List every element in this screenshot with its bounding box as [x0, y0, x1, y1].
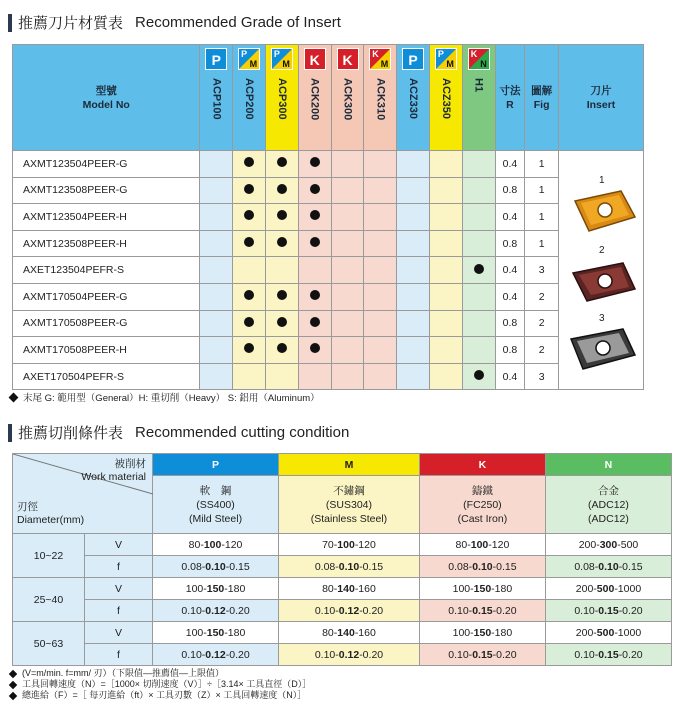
grade-cell [462, 230, 495, 257]
fig-cell: 1 [525, 230, 559, 257]
grade-cell [233, 177, 266, 204]
recommended-dot-icon [310, 157, 320, 167]
grade-name: H1 [472, 78, 485, 93]
material-grade: (FC250) [463, 498, 502, 511]
fig-cell: 2 [525, 310, 559, 337]
condition-value: 200-500-1000 [545, 578, 671, 600]
material-zh: 不鏽鋼 [333, 484, 365, 497]
recommended-dot-icon [310, 210, 320, 220]
recommended-dot-icon [474, 370, 484, 380]
material-grade: (SUS304) [325, 498, 373, 511]
table-row [13, 310, 644, 337]
grade-cell [331, 177, 364, 204]
model-cell: AXMT123504PEER-H [13, 204, 200, 231]
r-cell: 0.8 [495, 230, 525, 257]
insert-image-2 [569, 257, 639, 305]
recommended-dot-icon [310, 343, 320, 353]
suffix-note [10, 390, 320, 404]
grade-cell [397, 283, 430, 310]
model-cell: AXMT170508PEER-H [13, 337, 200, 364]
r-cell: 0.8 [495, 177, 525, 204]
grade-cell [397, 204, 430, 231]
fig-cell: 3 [525, 363, 559, 390]
grade-header-acp200 [233, 45, 266, 151]
grade-header-acp100 [200, 45, 233, 151]
grade-header-ack200 [298, 45, 331, 151]
grade-cell [397, 177, 430, 204]
r-cell: 0.4 [495, 257, 525, 284]
condition-value: 0.10-0.12-0.20 [279, 644, 420, 666]
grade-header-acp300 [266, 45, 299, 151]
grade-cell [298, 230, 331, 257]
grade-cell [298, 283, 331, 310]
formula-note-text: (V=m/min. f=mm/ 刃）（下限值—推薦值—上限值） [22, 668, 225, 678]
recommended-dot-icon [277, 290, 287, 300]
grade-cell [298, 337, 331, 364]
cutting-table [12, 453, 672, 666]
table-row [13, 337, 644, 364]
grade-cell [298, 177, 331, 204]
param-label: V [85, 578, 153, 600]
fig-cell: 2 [525, 337, 559, 364]
grade-cell [364, 337, 397, 364]
table-row [13, 363, 644, 390]
kn-material-icon: K N [468, 48, 490, 70]
pm-material-icon: P M [271, 48, 293, 70]
grade-cell [233, 283, 266, 310]
grade-cell [200, 310, 233, 337]
condition-value: 0.08-0.10-0.15 [153, 556, 279, 578]
recommended-dot-icon [277, 210, 287, 220]
formula-note-text: 工具回轉速度（N）=［1000× 切削速度（V）］÷［3.14× 工具直徑（D）］ [22, 679, 312, 689]
recommended-dot-icon [277, 317, 287, 327]
condition-value: 200-300-500 [545, 534, 671, 556]
insert-image-3 [567, 325, 637, 373]
fig-header-en: Fig [533, 98, 550, 111]
material-grade: (ADC12) [588, 498, 629, 511]
grade-cell [233, 230, 266, 257]
grade-cell [266, 257, 299, 284]
section1-title [8, 12, 341, 33]
fig-header [525, 45, 559, 151]
grade-cell [364, 151, 397, 178]
grade-cell [266, 310, 299, 337]
grade-cell [430, 151, 463, 178]
formula-notes [10, 668, 311, 701]
condition-value: 0.10-0.12-0.20 [153, 600, 279, 622]
grade-cell [266, 363, 299, 390]
model-cell: AXET123504PEFR-S [13, 257, 200, 284]
grade-cell [266, 177, 299, 204]
section2-title-en: Recommended cutting condition [135, 424, 350, 441]
condition-value: 100-150-180 [419, 578, 545, 600]
grade-cell [397, 257, 430, 284]
grade-cell [331, 257, 364, 284]
material-zh: 鑄鐵 [471, 484, 493, 497]
grade-cell [200, 230, 233, 257]
material-code-m: M [279, 454, 420, 476]
grade-header-ack300 [331, 45, 364, 151]
condition-row [13, 556, 672, 578]
grade-cell [331, 337, 364, 364]
fig-cell: 1 [525, 151, 559, 178]
grade-header-acz350 [430, 45, 463, 151]
grade-cell [200, 283, 233, 310]
grade-cell [200, 177, 233, 204]
condition-value: 0.10-0.15-0.20 [545, 644, 671, 666]
grade-cell [233, 204, 266, 231]
grade-cell [233, 257, 266, 284]
grade-cell [462, 257, 495, 284]
material-en: (Stainless Steel) [310, 512, 388, 525]
model-cell: AXMT123508PEER-H [13, 230, 200, 257]
recommended-dot-icon [310, 290, 320, 300]
r-cell: 0.4 [495, 151, 525, 178]
material-desc [545, 476, 671, 534]
section2-title-zh: 推薦切削條件表 [18, 425, 124, 442]
insert-header-en: Insert [586, 98, 616, 111]
grade-cell [200, 363, 233, 390]
p-material-icon: P [402, 48, 424, 70]
grade-header-acz330 [397, 45, 430, 151]
pm-material-icon: P M [435, 48, 457, 70]
grade-cell [233, 337, 266, 364]
table-row [13, 151, 644, 178]
work-material-zh: 被削材 [114, 458, 146, 470]
grade-cell [331, 230, 364, 257]
grade-cell [364, 230, 397, 257]
param-label: V [85, 622, 153, 644]
grade-cell [200, 151, 233, 178]
model-cell: AXMT170508PEER-G [13, 310, 200, 337]
diameter-range: 25~40 [13, 578, 85, 622]
grade-cell [462, 310, 495, 337]
grade-cell [331, 204, 364, 231]
fig-cell: 3 [525, 257, 559, 284]
model-header-zh: 型號 [95, 84, 117, 97]
grade-cell [266, 204, 299, 231]
condition-value: 80-140-160 [279, 622, 420, 644]
grade-cell [430, 204, 463, 231]
formula-note-text: 總進給（F）=［ 每刃進給（ft）× 工具刃數（Z）× 工具回轉速度（N）］ [22, 690, 307, 700]
grade-name: ACP300 [275, 78, 288, 120]
diameter-label [17, 501, 84, 527]
corner-header [13, 454, 153, 534]
diameter-range: 50~63 [13, 622, 85, 666]
fig-header-zh: 圖解 [531, 84, 553, 97]
grade-cell [200, 257, 233, 284]
grade-cell [331, 310, 364, 337]
grade-cell [397, 337, 430, 364]
condition-row [13, 578, 672, 600]
condition-value: 0.10-0.15-0.20 [419, 600, 545, 622]
recommended-dot-icon [244, 317, 254, 327]
recommended-dot-icon [310, 317, 320, 327]
grade-cell [462, 363, 495, 390]
grade-cell [430, 283, 463, 310]
insert-label: 2 [598, 245, 605, 256]
param-label: f [85, 556, 153, 578]
grade-cell [397, 363, 430, 390]
condition-value: 100-150-180 [153, 622, 279, 644]
condition-value: 0.08-0.10-0.15 [419, 556, 545, 578]
title-bar [8, 424, 12, 442]
diameter-en: Diameter(mm) [17, 514, 85, 526]
material-code-p: P [153, 454, 279, 476]
diamond-bullet-icon [9, 680, 17, 688]
material-desc [419, 476, 545, 534]
recommended-dot-icon [277, 184, 287, 194]
material-zh: 合金 [597, 484, 619, 497]
work-material-en: Work material [81, 471, 146, 483]
recommended-dot-icon [244, 343, 254, 353]
grade-cell [233, 363, 266, 390]
section1-title-en: Recommended Grade of Insert [135, 14, 341, 31]
insert-label: 1 [598, 175, 605, 186]
grade-table [12, 44, 644, 390]
grade-name: ACK200 [308, 78, 321, 121]
formula-note [10, 679, 311, 690]
material-desc [153, 476, 279, 534]
recommended-dot-icon [244, 210, 254, 220]
table-row [13, 283, 644, 310]
grade-cell [233, 151, 266, 178]
material-code-n: N [545, 454, 671, 476]
diamond-bullet-icon [9, 392, 19, 402]
param-label: f [85, 600, 153, 622]
table-row [13, 177, 644, 204]
grade-name: ACP200 [243, 78, 256, 120]
recommended-dot-icon [277, 343, 287, 353]
grade-cell [331, 363, 364, 390]
r-cell: 0.4 [495, 204, 525, 231]
grade-cell [462, 337, 495, 364]
grade-cell [200, 204, 233, 231]
recommended-dot-icon [244, 237, 254, 247]
condition-value: 0.08-0.10-0.15 [279, 556, 420, 578]
grade-name: ACZ350 [439, 78, 452, 119]
grade-cell [298, 310, 331, 337]
material-en: (Cast Iron) [457, 512, 508, 525]
grade-cell [364, 310, 397, 337]
r-header [495, 45, 525, 151]
grade-cell [266, 337, 299, 364]
section2-title [8, 422, 349, 443]
recommended-dot-icon [310, 237, 320, 247]
grade-cell [462, 151, 495, 178]
grade-name: ACK310 [374, 78, 387, 121]
recommended-dot-icon [474, 264, 484, 274]
p-material-icon: P [205, 48, 227, 70]
grade-cell [298, 257, 331, 284]
material-zh: 軟 鋼 [199, 484, 232, 497]
recommended-dot-icon [310, 184, 320, 194]
recommended-dot-icon [244, 184, 254, 194]
condition-value: 80-140-160 [279, 578, 420, 600]
title-bar [8, 14, 12, 32]
condition-value: 200-500-1000 [545, 622, 671, 644]
grade-cell [266, 283, 299, 310]
fig-cell: 1 [525, 204, 559, 231]
grade-cell [462, 204, 495, 231]
grade-cell [430, 177, 463, 204]
insert-header [558, 45, 643, 151]
material-desc [279, 476, 420, 534]
grade-name: ACP100 [210, 78, 223, 120]
condition-value: 80-100-120 [153, 534, 279, 556]
grade-cell [462, 283, 495, 310]
diameter-range: 10~22 [13, 534, 85, 578]
recommended-dot-icon [277, 157, 287, 167]
k-material-icon: K [304, 48, 326, 70]
grade-cell [397, 151, 430, 178]
diamond-bullet-icon [9, 691, 17, 699]
r-header-zh: 寸法 [499, 84, 521, 97]
diameter-zh: 刃徑 [17, 501, 38, 513]
grade-header-h1 [462, 45, 495, 151]
formula-note [10, 690, 311, 701]
insert-header-zh: 刀片 [590, 84, 612, 97]
condition-value: 70-100-120 [279, 534, 420, 556]
work-material-label [81, 458, 146, 484]
model-cell: AXMT123504PEER-G [13, 151, 200, 178]
suffix-note-text: 末尾 G: 範用型（General）H: 重切削（Heavy） S: 鋁用（Aluminum） [23, 393, 320, 404]
grade-name: ACZ330 [407, 78, 420, 119]
table-row [13, 204, 644, 231]
grade-cell [397, 310, 430, 337]
material-en: (ADC12) [588, 512, 629, 525]
diamond-bullet-icon [9, 669, 17, 677]
recommended-dot-icon [277, 237, 287, 247]
grade-cell [364, 283, 397, 310]
fig-cell: 2 [525, 283, 559, 310]
grade-cell [462, 177, 495, 204]
grade-name: ACK300 [341, 78, 354, 121]
param-label: f [85, 644, 153, 666]
material-code-k: K [419, 454, 545, 476]
condition-value: 100-150-180 [153, 578, 279, 600]
material-grade: (SS400) [196, 498, 235, 511]
recommended-dot-icon [244, 290, 254, 300]
grade-cell [298, 363, 331, 390]
grade-cell [364, 257, 397, 284]
r-header-en: R [506, 98, 514, 111]
model-header [13, 45, 200, 151]
table-row [13, 230, 644, 257]
grade-cell [364, 204, 397, 231]
grade-cell [266, 230, 299, 257]
model-cell: AXMT123508PEER-G [13, 177, 200, 204]
r-cell: 0.8 [495, 337, 525, 364]
condition-row [13, 534, 672, 556]
grade-cell [298, 151, 331, 178]
condition-value: 0.10-0.15-0.20 [419, 644, 545, 666]
grade-cell [364, 177, 397, 204]
formula-note [10, 668, 311, 679]
grade-cell [331, 151, 364, 178]
r-cell: 0.8 [495, 310, 525, 337]
insert-label: 3 [598, 313, 605, 324]
r-cell: 0.4 [495, 363, 525, 390]
model-header-en: Model No [82, 98, 130, 111]
grade-cell [298, 204, 331, 231]
pm-material-icon: P M [238, 48, 260, 70]
r-cell: 0.4 [495, 283, 525, 310]
grade-cell [331, 283, 364, 310]
model-cell: AXMT170504PEER-G [13, 283, 200, 310]
grade-cell [233, 310, 266, 337]
table-row [13, 257, 644, 284]
model-cell: AXET170504PEFR-S [13, 363, 200, 390]
k-material-icon: K [337, 48, 359, 70]
material-en: (Mild Steel) [188, 512, 243, 525]
recommended-dot-icon [244, 157, 254, 167]
km-material-icon: K M [369, 48, 391, 70]
grade-cell [364, 363, 397, 390]
condition-row [13, 644, 672, 666]
condition-value: 80-100-120 [419, 534, 545, 556]
grade-header-ack310 [364, 45, 397, 151]
grade-cell [430, 310, 463, 337]
param-label: V [85, 534, 153, 556]
insert-images [558, 151, 643, 390]
fig-cell: 1 [525, 177, 559, 204]
section1-title-zh: 推薦刀片材質表 [18, 15, 124, 32]
grade-cell [266, 151, 299, 178]
grade-cell [430, 363, 463, 390]
condition-value: 0.10-0.12-0.20 [153, 644, 279, 666]
condition-value: 0.10-0.15-0.20 [545, 600, 671, 622]
condition-value: 0.08-0.10-0.15 [545, 556, 671, 578]
grade-cell [430, 230, 463, 257]
condition-row [13, 600, 672, 622]
condition-value: 0.10-0.12-0.20 [279, 600, 420, 622]
grade-cell [430, 257, 463, 284]
condition-value: 100-150-180 [419, 622, 545, 644]
condition-row [13, 622, 672, 644]
grade-cell [397, 230, 430, 257]
grade-cell [200, 337, 233, 364]
insert-image-1 [569, 187, 639, 235]
grade-cell [430, 337, 463, 364]
